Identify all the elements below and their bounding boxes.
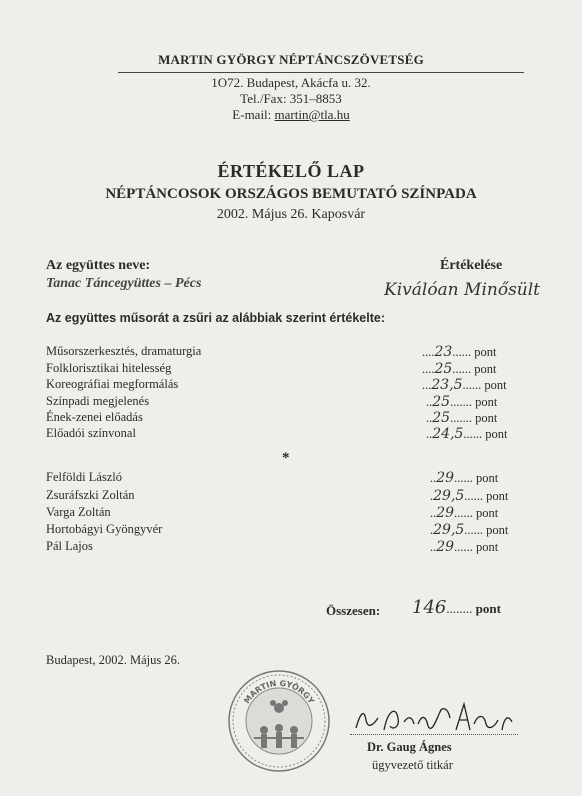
score-unit: pont [475, 471, 499, 485]
jury-member-name: Varga Zoltán [46, 505, 111, 519]
jury-score: ..29...... pont [430, 539, 499, 555]
header-rule [118, 72, 524, 73]
criterion-score: ..25....... pont [426, 394, 498, 410]
criterion-label: Ének-zenei előadás [46, 410, 143, 424]
score-unit: pont [485, 427, 508, 441]
score-unit: pont [486, 523, 509, 537]
total-score: 146........ pont [412, 597, 501, 618]
rating-handwritten: Kiválóan Minősült [384, 280, 541, 300]
criterion-label: Előadói színvonal [46, 426, 136, 440]
criterion-label: Műsorszerkesztés, dramaturgia [46, 344, 202, 358]
email-prefix: E-mail: [232, 107, 275, 122]
jury-score: .29,5...... pont [430, 522, 509, 538]
jury-member-name: Pál Lajos [46, 539, 93, 553]
intro-text: Az együttes műsorát a zsűri az alábbiak szerint értékelte: [46, 311, 386, 325]
criterion-label: Folklorisztikai hitelesség [46, 361, 172, 375]
email-link[interactable]: martin@tla.hu [274, 107, 350, 122]
score-value: 25 [432, 410, 451, 426]
rating-label: Értékelése [440, 258, 503, 273]
score-unit: pont [475, 506, 499, 520]
place-date: Budapest, 2002. Május 26. [46, 653, 181, 667]
score-value: 29 [436, 539, 455, 555]
score-value: 25 [432, 394, 451, 410]
ensemble-label: Az együttes neve: [46, 258, 151, 273]
score-value: 29 [436, 505, 455, 521]
document-title: ÉRTÉKELŐ LAP [217, 161, 365, 181]
criterion-score: ....25...... pont [422, 361, 497, 377]
total-label: Összesen: [326, 603, 381, 618]
score-unit: pont [474, 362, 497, 376]
score-value: 25 [434, 361, 453, 377]
document-date-place: 2002. Május 26. Kaposvár [216, 207, 366, 222]
signer-name: Dr. Gaug Ágnes [367, 740, 452, 754]
score-unit: pont [484, 378, 507, 392]
score-unit: pont [475, 540, 499, 554]
score-unit: pont [475, 395, 498, 409]
criterion-score: ....23...... pont [422, 344, 497, 360]
phone: Tel./Fax: 351–8853 [240, 91, 342, 106]
ensemble-name: Tanac Táncegyüttes – Pécs [46, 276, 202, 291]
criterion-score: ...23,5...... pont [422, 377, 507, 393]
score-value: 23 [434, 344, 453, 360]
document-subtitle: NÉPTÁNCOSOK ORSZÁGOS BEMUTATÓ SZÍNPADA [105, 186, 477, 202]
criterion-score: ..25....... pont [426, 410, 498, 426]
stamp-text: MARTIN GYÖRGY [242, 678, 316, 706]
jury-member-name: Hortobágyi Gyöngyvér [46, 522, 163, 536]
signer-role: ügyvezető titkár [372, 758, 453, 772]
total-unit: pont [475, 601, 501, 616]
total-value: 146 [412, 597, 447, 618]
criterion-label: Koreográfiai megformálás [46, 377, 179, 391]
jury-member-name: Felföldi László [46, 470, 123, 484]
address: 1O72. Budapest, Akácfa u. 32. [211, 75, 371, 90]
score-value: 29,5 [433, 488, 465, 504]
jury-member-name: Zsuráfszki Zoltán [46, 488, 135, 502]
jury-score: ..29...... pont [430, 505, 499, 521]
score-unit: pont [474, 345, 497, 359]
score-value: 29 [436, 470, 455, 486]
section-separator: * [282, 450, 290, 466]
score-value: 24,5 [432, 426, 464, 442]
jury-score: ..29...... pont [430, 470, 499, 486]
signature-line [350, 734, 518, 735]
criterion-label: Színpadi megjelenés [46, 394, 150, 408]
score-unit: pont [486, 489, 509, 503]
signature-scrawl [352, 700, 522, 736]
score-value: 29,5 [433, 522, 465, 538]
score-value: 23,5 [431, 377, 463, 393]
stamp-seal [226, 668, 332, 774]
jury-score: .29,5...... pont [430, 488, 509, 504]
score-unit: pont [475, 411, 498, 425]
email-line [0, 107, 582, 123]
organization-name: MARTIN GYÖRGY NÉPTÁNCSZÖVETSÉG [158, 52, 424, 67]
criterion-score: ..24,5...... pont [426, 426, 508, 442]
